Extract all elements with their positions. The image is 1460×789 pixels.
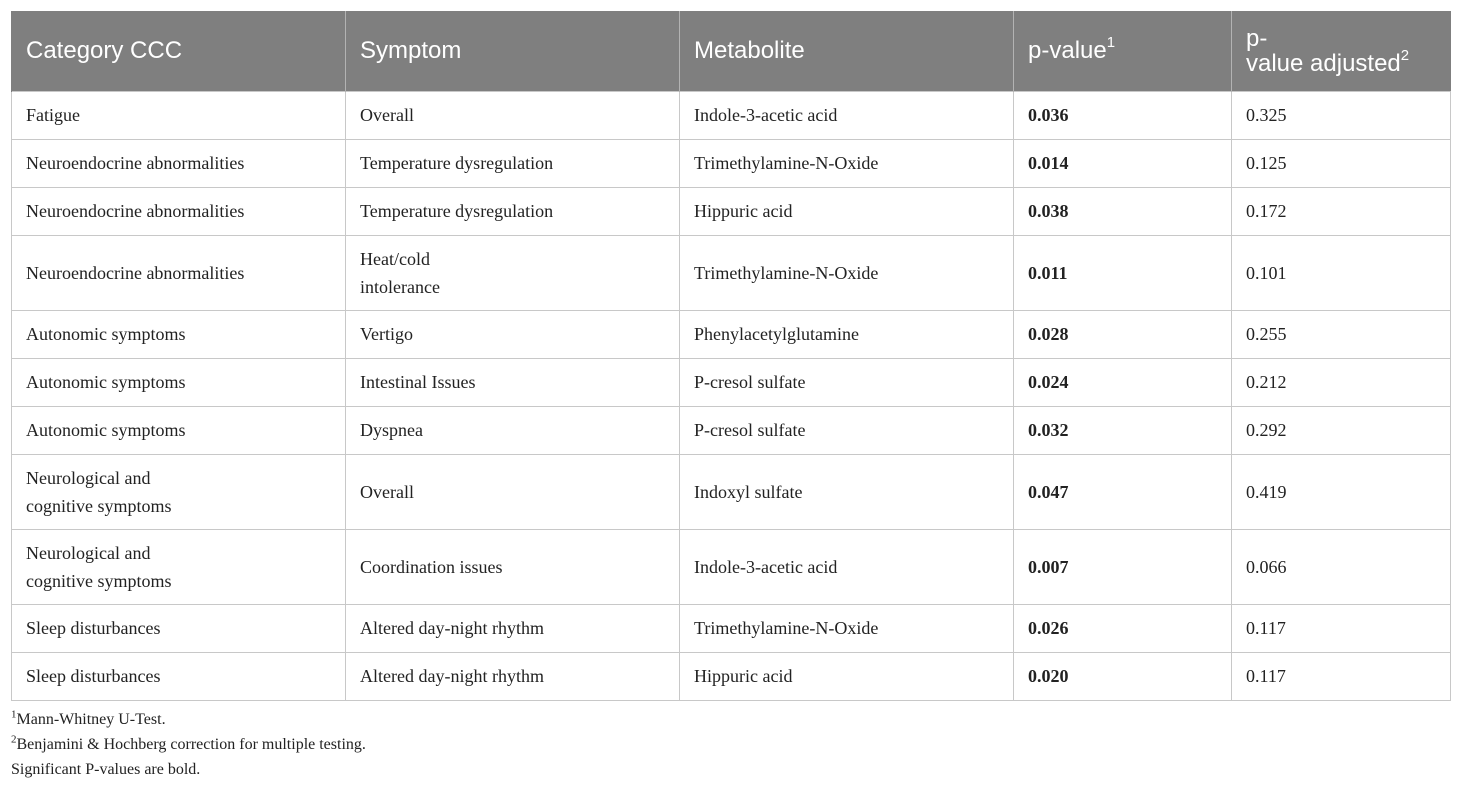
cell-metabolite [680,406,1014,454]
cell-metabolite-text: Indole-3-acetic acid [694,556,838,577]
cell-symptom-text: Coordination issues [360,556,503,577]
cell-category [12,310,346,358]
cell-pvalue-adjusted [1232,187,1451,235]
cell-pvalue-text: 0.026 [1028,618,1069,638]
cell-pvalue-adjusted-text: 0.117 [1246,618,1286,638]
cell-pvalue-adjusted [1232,604,1451,652]
table-row [12,91,1451,139]
cell-metabolite [680,529,1014,604]
table-header [12,11,1451,91]
table-body [12,91,1451,700]
cell-metabolite [680,139,1014,187]
cell-symptom-text: Intestinal Issues [360,372,476,392]
table-row [12,187,1451,235]
cell-category [12,454,346,529]
cell-pvalue-text: 0.007 [1028,556,1069,577]
cell-metabolite [680,604,1014,652]
cell-pvalue-adjusted [1232,454,1451,529]
cell-symptom-text: Overall [360,481,414,502]
cell-pvalue-adjusted [1232,310,1451,358]
cell-pvalue-adjusted [1232,91,1451,139]
cell-metabolite [680,235,1014,310]
footnote-1-text: Mann-Whitney U-Test. [16,710,166,728]
cell-pvalue [1014,652,1232,700]
cell-symptom [346,139,680,187]
cell-symptom [346,454,680,529]
cell-pvalue [1014,604,1232,652]
footnote-2-text: Benjamini & Hochberg correction for multiple testing. [16,735,366,753]
cell-pvalue [1014,139,1232,187]
cell-category [12,652,346,700]
cell-pvalue-text: 0.038 [1028,201,1069,221]
header-symptom [346,11,680,91]
cell-metabolite [680,652,1014,700]
cell-category [12,406,346,454]
cell-symptom-text: Vertigo [360,324,413,344]
cell-symptom-text: Altered day-night rhythm [360,618,544,638]
cell-pvalue-text: 0.036 [1028,105,1069,125]
cell-metabolite [680,91,1014,139]
header-pvalue [1014,11,1232,91]
header-pvalue-label: p-value [1028,37,1107,65]
cell-pvalue-text: 0.028 [1028,324,1069,344]
cell-pvalue [1014,310,1232,358]
header-pvalue-footnote-mark: 1 [1106,34,1116,52]
cell-pvalue-adjusted-text: 0.125 [1246,153,1287,173]
cell-symptom-text: Heat/cold [360,248,430,269]
table-row [12,139,1451,187]
cell-category-text: Neuroendocrine abnormalities [26,153,245,173]
cell-pvalue-adjusted-text: 0.117 [1246,666,1286,686]
footnote-1-mark: 1 [11,708,17,721]
header-pvalue-adjusted-line1: p- [1246,24,1268,52]
header-category-label: Category CCC [26,37,183,65]
table-row [12,604,1451,652]
cell-pvalue [1014,358,1232,406]
cell-pvalue-adjusted [1232,529,1451,604]
cell-metabolite-text: Phenylacetylglutamine [694,324,859,344]
table-row [12,310,1451,358]
cell-metabolite [680,310,1014,358]
cell-symptom-text: Temperature dysregulation [360,153,554,173]
cell-category-text: cognitive symptoms [26,570,172,591]
cell-symptom [346,235,680,310]
footnote-note: Significant P-values are bold. [11,760,201,778]
cell-pvalue [1014,406,1232,454]
cell-symptom [346,187,680,235]
cell-symptom-text: Dyspnea [360,420,423,440]
cell-pvalue-adjusted-text: 0.419 [1246,481,1287,502]
cell-category-text: Autonomic symptoms [26,324,186,344]
cell-metabolite-text: Indoxyl sulfate [694,481,803,502]
table-row [12,235,1451,310]
footnote-1 [11,707,1450,732]
cell-pvalue-adjusted [1232,235,1451,310]
cell-category-text: Sleep disturbances [26,618,161,638]
cell-pvalue-adjusted-text: 0.101 [1246,262,1287,283]
cell-pvalue [1014,91,1232,139]
cell-pvalue-adjusted [1232,358,1451,406]
cell-pvalue-adjusted [1232,139,1451,187]
cell-pvalue-adjusted [1232,652,1451,700]
cell-category [12,91,346,139]
cell-category [12,358,346,406]
header-category [12,11,346,91]
header-metabolite-label: Metabolite [694,37,805,65]
cell-metabolite-text: Hippuric acid [694,201,793,221]
cell-pvalue-adjusted-text: 0.255 [1246,324,1287,344]
results-table [11,11,1451,701]
cell-pvalue-text: 0.032 [1028,420,1069,440]
header-pvalue-adjusted [1232,11,1451,91]
cell-metabolite [680,187,1014,235]
cell-symptom [346,310,680,358]
cell-symptom-text: Temperature dysregulation [360,201,554,221]
cell-category [12,187,346,235]
table-row [12,406,1451,454]
cell-metabolite-text: P-cresol sulfate [694,372,806,392]
cell-category-text: Autonomic symptoms [26,372,186,392]
cell-pvalue [1014,187,1232,235]
cell-pvalue-text: 0.014 [1028,153,1069,173]
table-row [12,454,1451,529]
footnote-2-mark: 2 [11,733,17,746]
cell-pvalue-adjusted-text: 0.292 [1246,420,1287,440]
cell-category-text: Neuroendocrine abnormalities [26,262,245,283]
cell-symptom-text: Altered day-night rhythm [360,666,544,686]
cell-symptom [346,406,680,454]
header-row [12,11,1451,91]
cell-symptom [346,604,680,652]
cell-category-text: Neurological and [26,467,151,488]
cell-category [12,235,346,310]
cell-metabolite-text: Hippuric acid [694,666,793,686]
cell-pvalue-adjusted-text: 0.212 [1246,372,1287,392]
cell-pvalue [1014,454,1232,529]
cell-pvalue-adjusted-text: 0.325 [1246,105,1287,125]
cell-pvalue-text: 0.024 [1028,372,1069,392]
cell-symptom [346,358,680,406]
cell-pvalue-adjusted-text: 0.066 [1246,556,1287,577]
cell-category-text: Fatigue [26,105,80,125]
header-pvalue-adjusted-line2: value adjusted [1246,49,1401,77]
cell-category-text: cognitive symptoms [26,495,172,516]
cell-pvalue-adjusted-text: 0.172 [1246,201,1287,221]
header-pvalue-adjusted-footnote-mark: 2 [1400,46,1410,64]
cell-pvalue-adjusted [1232,406,1451,454]
cell-metabolite-text: P-cresol sulfate [694,420,806,440]
cell-category-text: Sleep disturbances [26,666,161,686]
cell-metabolite-text: Trimethylamine-N-Oxide [694,262,879,283]
cell-category [12,529,346,604]
cell-metabolite-text: Trimethylamine-N-Oxide [694,618,879,638]
cell-category [12,139,346,187]
cell-metabolite [680,454,1014,529]
cell-pvalue [1014,529,1232,604]
cell-symptom-text: intolerance [360,276,440,297]
table-row [12,529,1451,604]
header-symptom-label: Symptom [360,37,462,65]
cell-symptom [346,652,680,700]
cell-category-text: Autonomic symptoms [26,420,186,440]
table-row [12,652,1451,700]
table-footnotes [11,707,1450,782]
cell-pvalue [1014,235,1232,310]
results-table-container [11,11,1450,782]
cell-pvalue-text: 0.011 [1028,262,1068,283]
cell-symptom [346,529,680,604]
footnote-2 [11,732,1450,757]
cell-metabolite-text: Indole-3-acetic acid [694,105,838,125]
cell-category [12,604,346,652]
header-metabolite [680,11,1014,91]
cell-metabolite [680,358,1014,406]
cell-metabolite-text: Trimethylamine-N-Oxide [694,153,879,173]
table-row [12,358,1451,406]
cell-category-text: Neurological and [26,542,151,563]
cell-pvalue-text: 0.020 [1028,666,1069,686]
cell-pvalue-text: 0.047 [1028,481,1069,502]
cell-symptom-text: Overall [360,105,414,125]
cell-symptom [346,91,680,139]
cell-category-text: Neuroendocrine abnormalities [26,201,245,221]
